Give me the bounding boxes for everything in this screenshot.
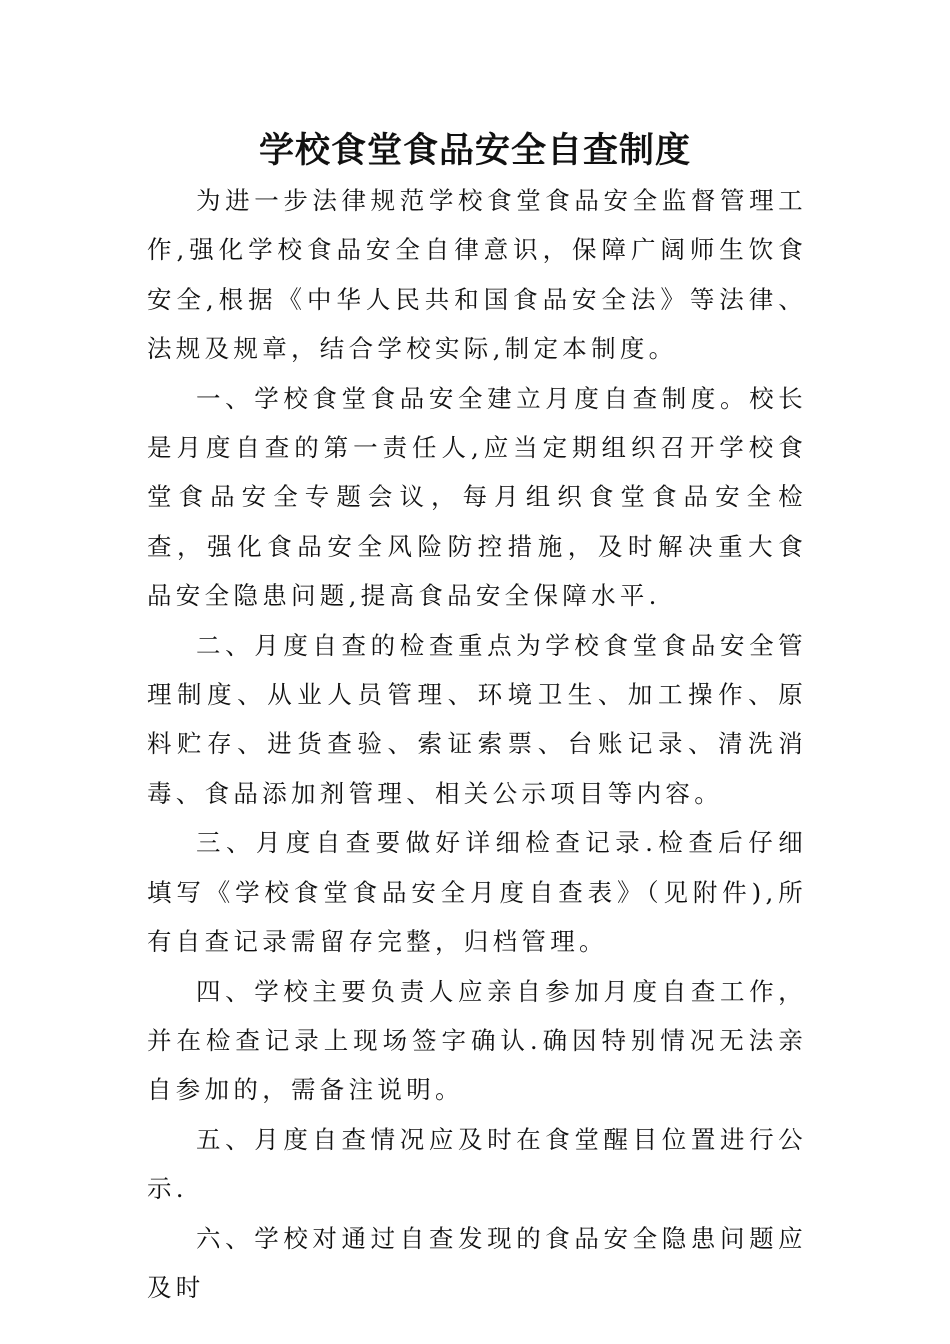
paragraph-5: 五、月度自查情况应及时在食堂醒目位置进行公示.	[147, 1124, 807, 1204]
paragraph-6: 六、学校对通过自查发现的食品安全隐患问题应及时	[147, 1223, 807, 1302]
paragraph-intro: 为进一步法律规范学校食堂食品安全监督管理工作,强化学校食品安全自律意识，保障广阔师生饮食安全,根据《中华人民共和国食品安全法》等法律、法规及规章，结合学校实际,制定本制度。	[147, 186, 807, 364]
paragraph-4: 四、学校主要负责人应亲自参加月度自查工作，并在检查记录上现场签字确认.确因特别情况无法亲自参加的，需备注说明。	[147, 976, 807, 1105]
paragraph-2: 二、月度自查的检查重点为学校食堂食品安全管理制度、从业人员管理、环境卫生、加工操作、原料贮存、进货查验、索证索票、台账记录、清洗消毒、食品添加剂管理、相关公示项目等内容。	[147, 630, 807, 808]
document-body	[147, 176, 807, 1312]
document-title: 学校食堂食品安全自查制度	[258, 130, 691, 171]
paragraph-3: 三、月度自查要做好详细检查记录.检查后仔细填写《学校食堂食品安全月度自查表》（见附件),所有自查记录需留存完整，归档管理。	[147, 828, 807, 957]
paragraph-1: 一、学校食堂食品安全建立月度自查制度。校长是月度自查的第一责任人,应当定期组织召开学校食堂食品安全专题会议，每月组织食堂食品安全检查，强化食品安全风险防控措施，及时解决重大食品安全隐患问题,提高食品安全保障水平.	[147, 383, 807, 611]
